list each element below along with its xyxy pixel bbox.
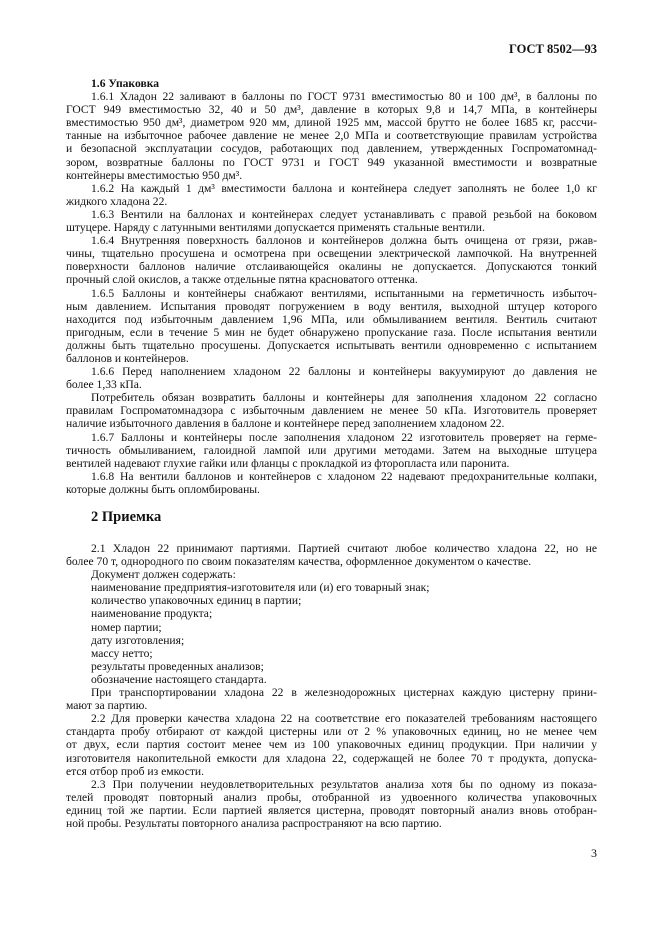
paragraph bbox=[66, 634, 597, 647]
text-line: вентилей надевают глухие гайки или фланцы с прокладкой из фторопласта или паронита. bbox=[66, 456, 510, 470]
text-line: штуцере. Наряду с латунными вентилями допускается применять стальные вентили. bbox=[66, 221, 485, 235]
text-line: 2.3 При получении неудовлетворительных результатов анализа хотя бы по одному из показа- bbox=[91, 777, 597, 791]
text-line: находится под избыточным давлением 1,96 МПа, или обмыливанием вентиля. Вентиль считают bbox=[66, 312, 597, 326]
text-line: результаты проведенных анализов; bbox=[91, 659, 264, 673]
text-line: 1.6.8 На вентили баллонов и контейнеров с хладоном 22 надевают предохранительные колпаки, bbox=[91, 469, 597, 483]
paragraph bbox=[66, 686, 597, 712]
text-line: 1.6.3 Вентили на баллонах и контейнерах следует устанавливать с правой резьбой на боковом bbox=[91, 207, 597, 221]
paragraph bbox=[66, 568, 597, 581]
text-line: 1.6.1 Хладон 22 заливают в баллоны по ГОСТ 9731 вместимостью 80 и 100 дм³, в баллоны по bbox=[91, 90, 597, 104]
text-line: поверхности баллонов наличие отслаивающейся окалины не допускается. Допускаются тонкий bbox=[66, 260, 597, 274]
paragraph bbox=[66, 621, 597, 634]
text-line: должны быть тщательно просушены. Допускается испытывать вентили одновременно с испытанием bbox=[66, 338, 597, 352]
text-line: правилам Госпроматомнадзора с избыточным давлением не менее 50 кПа. Изготовитель проверяет bbox=[66, 404, 597, 418]
text-line: вместимостью 950 дм³, диаметром 920 мм, длиной 1925 мм, массой брутто не более 1685 кг, рассчи- bbox=[66, 116, 597, 130]
text-line: контейнеры вместимостью 950 дм³. bbox=[66, 168, 243, 182]
page-number: 3 bbox=[591, 846, 597, 860]
paragraph bbox=[66, 712, 597, 777]
text-line: массу нетто; bbox=[91, 646, 153, 660]
paragraph bbox=[66, 182, 597, 208]
paragraph bbox=[66, 90, 597, 182]
text-line: дату изготовления; bbox=[91, 633, 185, 647]
paragraph bbox=[66, 542, 597, 568]
text-line: ным давлением. Испытания проводят погружением в воду вентиля, выходной штуцер которого bbox=[66, 299, 597, 313]
section-body bbox=[66, 542, 597, 830]
text-line: жидкого хладона 22. bbox=[66, 194, 168, 208]
document-code-header: ГОСТ 8502—93 bbox=[508, 42, 597, 56]
paragraph bbox=[66, 607, 597, 620]
text-line: Документ должен содержать: bbox=[91, 568, 236, 582]
section-heading: 2 Приемка bbox=[91, 509, 162, 525]
text-line: 1.6.7 Баллоны и контейнеры после заполнения хладоном 22 изготовитель проверяет на герме- bbox=[91, 430, 597, 444]
text-line: чины, тщательно просушена и осмотрена при освещении электрической лампочкой. На внутренней bbox=[66, 247, 597, 261]
text-line: зором, возвратные баллоны по ГОСТ 9731 и ГОСТ 949 указанной вместимости и возвратные bbox=[66, 155, 597, 169]
text-line: ной пробы. Результаты повторного анализа распространяют на всю партию. bbox=[66, 816, 442, 830]
text-line: которые должны быть опломбированы. bbox=[66, 482, 260, 496]
text-line: единиц той же партии. Если партией является цистерна, проводят повторный анализ вновь отобран- bbox=[66, 803, 597, 817]
text-line: 2.2 Для проверки качества хладона 22 на соответствие его показателей требованиям настоящего bbox=[91, 712, 597, 726]
text-line: наличие избыточного давления в баллоне и контейнере перед заполнением хладоном 22. bbox=[66, 417, 505, 431]
text-line: тичность обмыливанием, галоидной лампой или другими методами. Затем на выходные штуцера bbox=[66, 443, 597, 457]
text-line: При транспортировании хладона 22 в железнодорожных цистернах каждую цистерну прини- bbox=[91, 686, 597, 700]
paragraph bbox=[66, 647, 597, 660]
text-line: прочный слой окислов, а также отдельные пятна красноватого оттенка. bbox=[66, 273, 418, 287]
text-line: ется отбор проб из емкости. bbox=[66, 764, 205, 778]
text-line: наименование предприятия-изготовителя или (и) его товарный знак; bbox=[91, 581, 430, 595]
text-line: танные на избыточное рабочее давление не менее 2,0 МПа и соответствующие правилам устройства bbox=[66, 129, 597, 143]
paragraph bbox=[66, 391, 597, 430]
text-line: 1.6.2 На каждый 1 дм³ вместимости баллона и контейнера следует заполнять не более 1,0 кг bbox=[91, 181, 597, 195]
paragraph bbox=[66, 208, 597, 234]
text-line: телей проводят повторный анализ пробы, отобранной из удвоенного количества упаковочных bbox=[66, 790, 597, 804]
text-line: баллонов и контейнеров. bbox=[66, 351, 189, 365]
text-line: 1.6.5 Баллоны и контейнеры снабжают вентилями, испытанными на герметичность избыточ- bbox=[91, 286, 597, 300]
text-line: и безопасной эксплуатации сосудов, работающих под давлением, утвержденных Госпроматомнад- bbox=[66, 142, 597, 156]
text-line: Потребитель обязан возвратить баллоны и контейнеры для заполнения хладоном 22 согласно bbox=[91, 391, 597, 405]
paragraph bbox=[66, 778, 597, 830]
section-packaging bbox=[66, 77, 597, 496]
text-line: наименование продукта; bbox=[91, 607, 213, 621]
section-heading: 1.6 Упаковка bbox=[91, 77, 160, 90]
paragraph bbox=[66, 431, 597, 470]
paragraph bbox=[66, 365, 597, 391]
text-line: количество упаковочных единиц в партии; bbox=[91, 594, 302, 608]
text-line: обозначение настоящего стандарта. bbox=[91, 672, 267, 686]
text-line: изготовителя накопительной емкости для хладона 22, содержащей не более 70 т продукта, допуска- bbox=[66, 751, 597, 765]
paragraph bbox=[66, 660, 597, 673]
paragraph bbox=[66, 470, 597, 496]
text-line: от двух, если партия состоит менее чем из 100 упаковочных единиц продукции. При наличии у bbox=[66, 738, 597, 752]
text-line: 1.6.4 Внутренняя поверхность баллонов и контейнеров должна быть очищена от грязи, ржав- bbox=[91, 234, 597, 248]
text-line: мают за партию. bbox=[66, 699, 148, 713]
text-line: более 1,33 кПа. bbox=[66, 378, 142, 392]
text-line: более 70 т, однородного по своим показателям качества, оформленное документом о качестве. bbox=[66, 555, 532, 569]
paragraph bbox=[66, 581, 597, 594]
section-body bbox=[66, 90, 597, 496]
paragraph bbox=[66, 287, 597, 366]
text-line: пригодным, если в течение 5 мин не будет обнаружено пропускание газа. После испытания вентили bbox=[66, 325, 597, 339]
text-line: ГОСТ 949 вместимостью 32, 40 и 50 дм³, давление в которых 9,8 и 14,7 МПа, в контейнеры bbox=[66, 103, 597, 117]
paragraph bbox=[66, 234, 597, 286]
text-line: стандарта пробу отбирают от каждой цистерны или от 2 % упаковочных единиц, но не менее чем bbox=[66, 725, 597, 739]
text-line: 1.6.6 Перед наполнением хладоном 22 баллоны и контейнеры вакуумируют до давления не bbox=[91, 365, 597, 379]
text-line: номер партии; bbox=[91, 620, 162, 634]
paragraph bbox=[66, 594, 597, 607]
text-line: 2.1 Хладон 22 принимают партиями. Партией считают любое количество хладона 22, но не bbox=[91, 542, 597, 555]
paragraph bbox=[66, 673, 597, 686]
section-acceptance bbox=[66, 508, 597, 830]
